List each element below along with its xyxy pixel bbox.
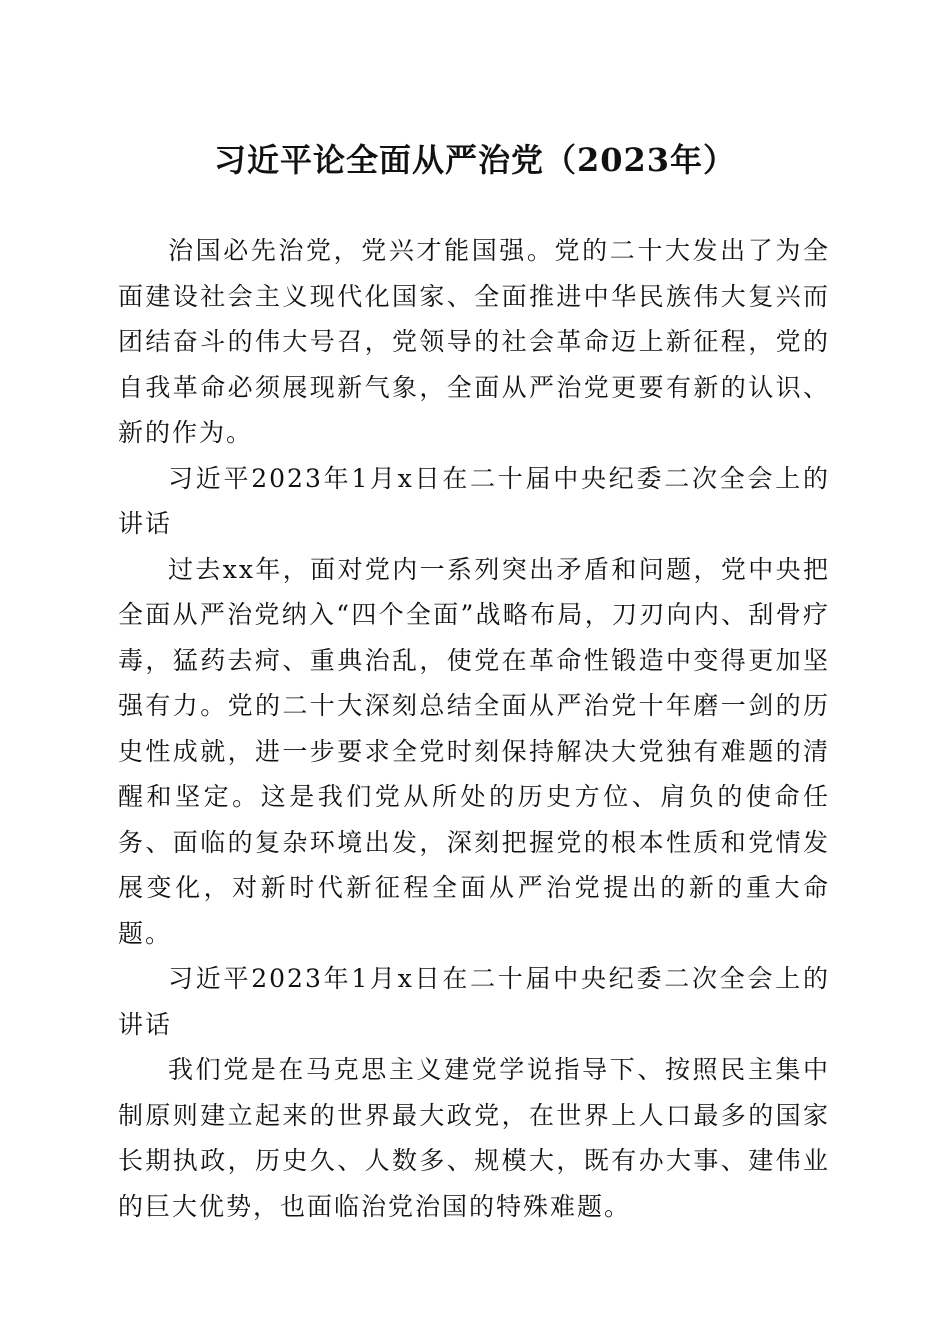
document-body xyxy=(118,228,830,1229)
body-paragraph: 过去xx年，面对党内一系列突出矛盾和问题，党中央把全面从严治党纳入“四个全面”战略布局，刀刃向内、刮骨疗毒，猛药去疴、重典治乱，使党在革命性锻造中变得更加坚强有力。党的二十大深刻总结全面从严治党十年磨一剑的历史性成就，进一步要求全党时刻保持解决大党独有难题的清醒和坚定。这是我们党从所处的历史方位、肩负的使命任务、面临的复杂环境出发，深刻把握党的根本性质和党情发展变化，对新时代新征程全面从严治党提出的新的重大命题。 xyxy=(118,554,830,948)
source-citation: 习近平2023年1月x日在二十届中央纪委二次全会上的讲话 xyxy=(118,964,830,1039)
document-title: 习近平论全面从严治党（2023年） xyxy=(213,141,737,179)
body-paragraph: 我们党是在马克思主义建党学说指导下、按照民主集中制原则建立起来的世界最大政党，在世界上人口最多的国家长期执政，历史久、人数多、规模大，既有办大事、建伟业的巨大优势，也面临治党治国的特殊难题。 xyxy=(118,1055,830,1221)
intro-paragraph: 治国必先治党，党兴才能国强。党的二十大发出了为全面建设社会主义现代化国家、全面推进中华民族伟大复兴而团结奋斗的伟大号召，党领导的社会革命迈上新征程，党的自我革命必须展现新气象，全面从严治党更要有新的认识、新的作为。 xyxy=(118,236,830,447)
source-citation: 习近平2023年1月x日在二十届中央纪委二次全会上的讲话 xyxy=(118,463,830,538)
